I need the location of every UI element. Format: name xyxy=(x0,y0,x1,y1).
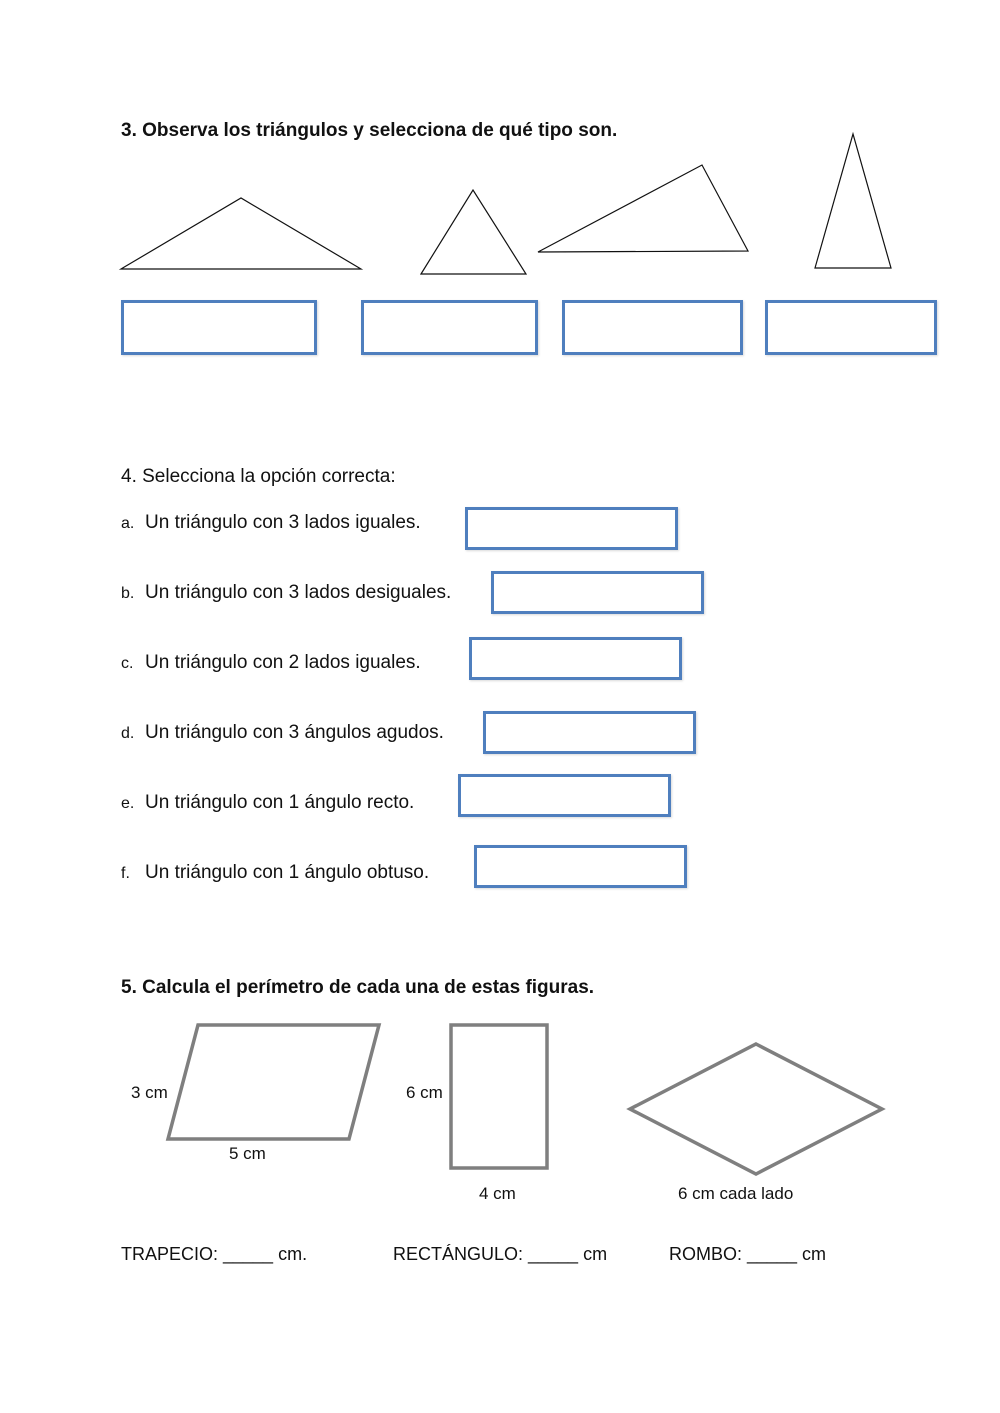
option-letter: e. xyxy=(121,795,135,812)
section-4-title: 4. Selecciona la opción correcta: xyxy=(121,466,396,487)
option-letter: a. xyxy=(121,515,135,532)
option-text: Un triángulo con 3 lados iguales. xyxy=(145,512,421,533)
option-text: Un triángulo con 2 lados iguales. xyxy=(145,652,421,673)
section-3-title: 3. Observa los triángulos y selecciona de qué tipo son. xyxy=(121,120,618,141)
rombo-side-label: 6 cm cada lado xyxy=(678,1184,794,1203)
option-text: Un triángulo con 3 lados desiguales. xyxy=(145,582,452,603)
rectangulo-answer[interactable]: RECTÁNGULO: _____ cm xyxy=(393,1244,608,1264)
parallelogram-shape xyxy=(168,1025,379,1139)
option-letter: c. xyxy=(121,655,134,672)
rectangle-shape xyxy=(451,1025,547,1168)
trapecio-base-label: 5 cm xyxy=(229,1144,266,1163)
section-5-title: 5. Calcula el perímetro de cada una de estas figuras. xyxy=(121,977,595,998)
rombo-answer[interactable]: ROMBO: _____ cm xyxy=(669,1244,827,1264)
rectangulo-side-label: 6 cm xyxy=(406,1083,443,1102)
trapecio-answer[interactable]: TRAPECIO: _____ cm. xyxy=(121,1244,308,1264)
option-text: Un triángulo con 1 ángulo obtuso. xyxy=(145,862,430,883)
rectangulo-base-label: 4 cm xyxy=(479,1184,516,1203)
option-letter: f. xyxy=(121,865,130,882)
option-letter: b. xyxy=(121,585,135,602)
option-text: Un triángulo con 1 ángulo recto. xyxy=(145,792,415,813)
rhombus-shape xyxy=(630,1044,882,1174)
option-text: Un triángulo con 3 ángulos agudos. xyxy=(145,722,444,743)
trapecio-side-label: 3 cm xyxy=(131,1083,168,1102)
option-letter: d. xyxy=(121,725,135,742)
